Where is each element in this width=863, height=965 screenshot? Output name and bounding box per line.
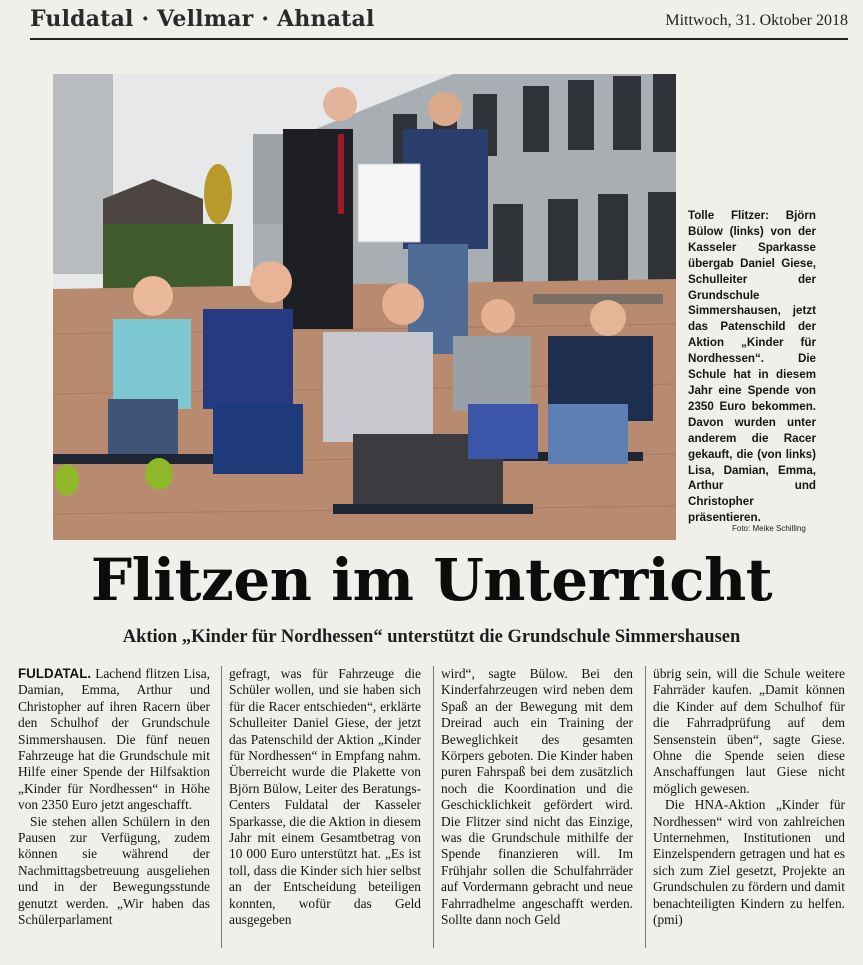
article-column-3 bbox=[441, 666, 633, 929]
article-column-4 bbox=[653, 666, 845, 929]
photo-caption: Tolle Flitzer: Björn Bülow (links) von der Kasseler Sparkasse übergab Daniel Giese, Schulleiter der Grundschule Simmershausen, jetzt das Patenschild der Aktion „Kinder für Nordhessen“. Die Schule hat in diesem Jahr eine Spende von 2350 Euro bekommen. Davon wurden unter anderem die Racer gekauft, die (von links) Lisa, Damian, Emma, Arthur und Christopher präsentieren. bbox=[688, 209, 816, 525]
column-divider bbox=[433, 666, 434, 948]
article-column-1 bbox=[18, 666, 210, 929]
paragraph: gefragt, was für Fahrzeuge die Schüler wollen, und sie haben sich für die Racer entschieden“, erklärte Schulleiter Daniel Giese, der jetzt das Patenschild der Aktion „Kinder für Nordhessen“ in Empfang nahm. Überreicht wurde die Plakette von Björn Bülow, Leiter des Beratungs-Centers Fuldatal der Kasseler Sparkasse, die die Aktion in diesem Jahr mit einem Gesamtbetrag von 10 000 Euro unterstützt hat. „Es ist toll, dass die Kinder sich hier selbst an der Entscheidung beteiligen konnten, wofür das Geld ausgegeben bbox=[229, 666, 421, 928]
photo-credit: Foto: Meike Schilling bbox=[732, 524, 806, 533]
article-body bbox=[18, 666, 848, 956]
photo-illustration bbox=[53, 74, 676, 540]
article-column-2 bbox=[229, 666, 421, 929]
column-divider bbox=[221, 666, 222, 948]
paragraph-text: Lachend flitzen Lisa, Damian, Emma, Arthur und Christopher auf ihren Racern über den Schulhof der Grundschule Simmershausen. Die fünf neuen Fahrzeuge hat die Grundschule mit Hilfe einer Spende der Hilfsaktion „Kinder für Nordhessen“ in Höhe von 2350 Euro jetzt angeschafft. bbox=[18, 666, 210, 813]
article-subheadline: Aktion „Kinder für Nordhessen“ unterstützt die Grundschule Simmershausen bbox=[122, 627, 741, 647]
article-headline: Flitzen im Unterricht bbox=[90, 546, 773, 614]
paragraph bbox=[18, 666, 210, 814]
column-divider bbox=[645, 666, 646, 948]
paragraph: übrig sein, will die Schule weitere Fahrräder kaufen. „Damit können die Kinder auf dem Schulhof für die Fahrradprüfung auf dem Sensenstein üben“, sagte Giese. Ohne die Spende seien diese Anschaffungen laut Giese nicht möglich gewesen. bbox=[653, 666, 845, 796]
dateline: FULDATAL. bbox=[18, 666, 92, 681]
news-photo bbox=[53, 74, 676, 540]
paragraph: wird“, sagte Bülow. Bei den Kinderfahrzeugen wird neben dem Spaß an der Bewegung mit dem Dreirad auch ein Training der Beweglichkeit des gesamten Körpers geboten. Die Kinder haben puren Fahrspaß bei dem zusätzlich noch die Koordination und die Geschicklichkeit gefördert wird. Die Flitzer sind nicht das Einzige, was die Grundschule mithilfe der Spende finanzieren will. Im Frühjahr sollen die Schulfahrräder auf Vordermann gebracht und neue Fahrradhelme angeschafft werden. Sollte dann noch Geld bbox=[441, 666, 633, 928]
paragraph: Die HNA-Aktion „Kinder für Nordhessen“ wird von zahlreichen Unternehmen, Institutionen und Einzelspendern getragen und hat es sich zum Ziel gesetzt, Projekte an Grundschulen zu fördern und damit benachteiligten Kindern zu helfen. (pmi) bbox=[653, 797, 845, 928]
page-header bbox=[30, 6, 848, 40]
issue-date: Mittwoch, 31. Oktober 2018 bbox=[665, 12, 848, 29]
section-title: Fuldatal · Vellmar · Ahnatal bbox=[30, 6, 375, 32]
paragraph: Sie stehen allen Schülern in den Pausen zur Verfügung, zudem können sie während der Nachmittagsbetreuung ausgeliehen und in der Bewegungsstunde genutzt werden. „Wir haben das Schülerparlament bbox=[18, 813, 210, 928]
